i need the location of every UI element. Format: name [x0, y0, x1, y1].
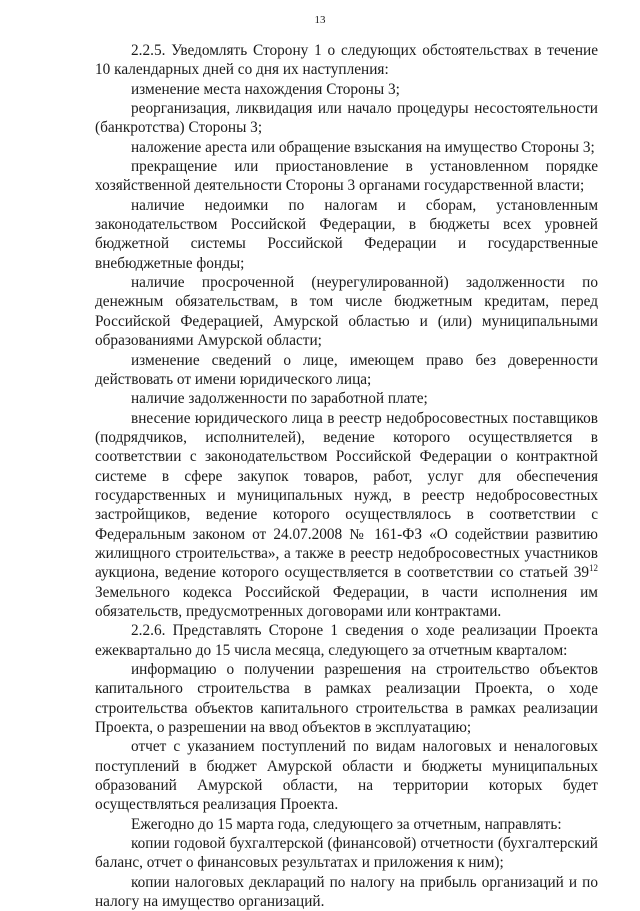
- list-item-reorganization: реорганизация, ликвидация или начало процедуры несостоятельности (банкротства) Стороны 3;: [95, 100, 598, 137]
- list-item-tax-arrears: наличие недоимки по налогам и сборам, установленным законодательством Российской Федерации, в бюджеты всех уровней бюджетной системы Российской Федерации и государственные внебюджетные фонды;: [95, 196, 598, 272]
- list-item-financial-statements: копии годовой бухгалтерской (финансовой) отчетности (бухгалтерский баланс, отчет о финансовых результатах и приложения к ним);: [95, 835, 598, 872]
- list-item-overdue-debt: наличие просроченной (неурегулированной) задолженности по денежным обязательствам, в том числе бюджетным кредитам, перед Российской Федерацией, Амурской областью и (или) муниципальными образованиями Амурской области;: [95, 274, 598, 350]
- list-item-wage-arrears: наличие задолженности по заработной плате;: [131, 390, 428, 408]
- annual-submission-intro: Ежегодно до 15 марта года, следующего за отчетным, направлять:: [131, 815, 562, 833]
- list-item-suspension: прекращение или приостановление в установленном порядке хозяйственной деятельности Стороны 3 органами государственной власти;: [95, 158, 598, 195]
- page-number: 13: [314, 14, 326, 26]
- list-item-arrest: наложение ареста или обращение взыскания на имущество Стороны 3;: [131, 138, 595, 156]
- article-superscript: 12: [589, 563, 598, 574]
- list-item-authorized-person: изменение сведений о лице, имеющем право без доверенности действовать от имени юридического лица;: [95, 351, 598, 388]
- clause-2-2-5-intro: 2.2.5. Уведомлять Сторону 1 о следующих обстоятельствах в течение 10 календарных дней со дня их наступления:: [95, 42, 598, 79]
- list-item-revenue-report: отчет с указанием поступлений по видам налоговых и неналоговых поступлений в бюджет Амурской области и бюджеты муниципальных образований Амурской области, на территории которых будет осуществляться реализация Проекта.: [95, 738, 598, 814]
- list-item-location-change: изменение места нахождения Стороны 3;: [131, 80, 400, 98]
- list-item-unscrupulous-register: [95, 409, 598, 622]
- register-text-part-1: внесение юридического лица в реестр недобросовестных поставщиков (подрядчиков, исполнителей), ведение которого осуществляется в соответствии с законодательством Российской Федерации о контрактной системе в сфере закупок товаров, работ, услуг для обеспечения государственных и муниципальных нужд, в реестр недобросовестных застройщиков, ведение которого осуществлялось в соответствии с Федеральным законом от 24.07.2008 № 161-ФЗ «О содействии развитию жилищного строительства», а также в реестр недобросовестных участников аукциона, ведение которого осуществляется в соответствии со статьей 39: [95, 409, 598, 582]
- document-body: [95, 41, 598, 911]
- list-item-permits-info: информацию о получении разрешения на строительство объектов капитального строительства в рамках реализации Проекта, о ходе строительства объектов капитального строительства в рамках реализации Проекта, о разрешении на ввод объектов в эксплуатацию;: [95, 661, 598, 737]
- register-text-part-2: Земельного кодекса Российской Федерации, в части исполнения им обязательств, предусмотренных договорами или контрактами.: [95, 583, 598, 620]
- clause-2-2-6-intro: 2.2.6. Представлять Стороне 1 сведения о ходе реализации Проекта ежеквартально до 15 числа месяца, следующего за отчетным кварталом:: [95, 622, 598, 659]
- list-item-tax-declarations: копии налоговых деклараций по налогу на прибыль организаций и по налогу на имущество организаций.: [95, 873, 598, 911]
